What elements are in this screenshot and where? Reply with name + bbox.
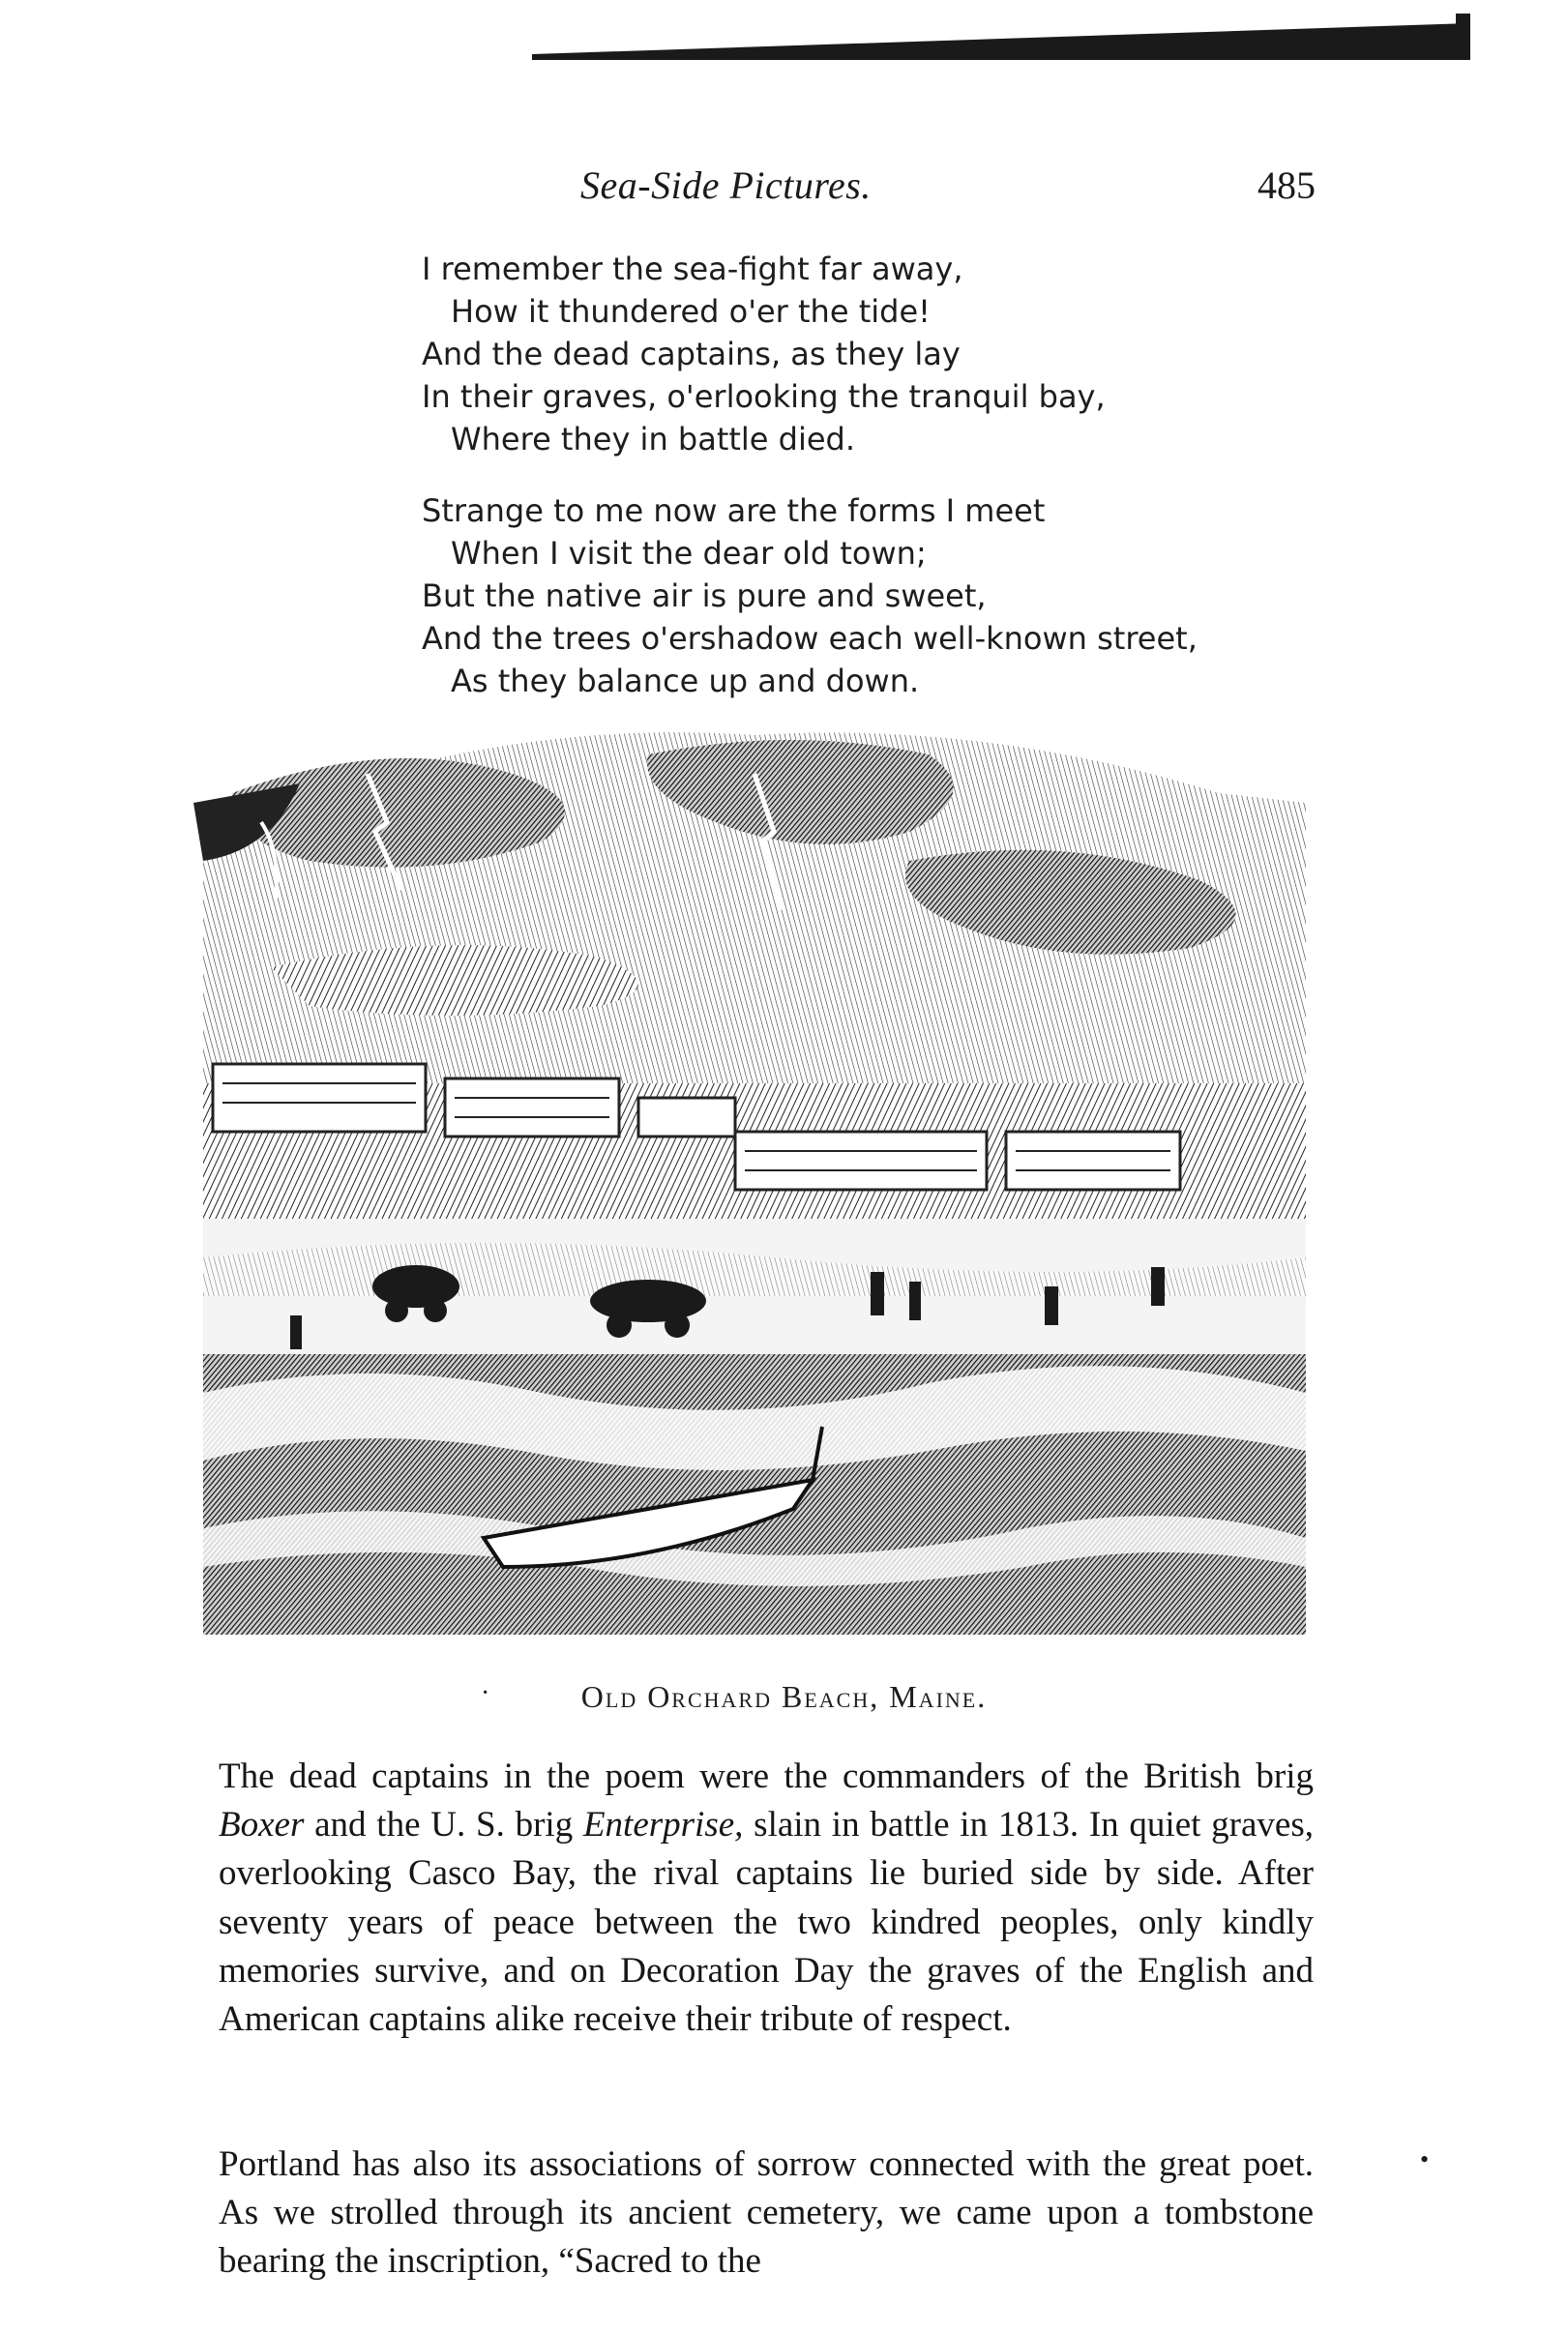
prose-paragraph-2	[219, 2141, 1314, 2287]
page-number: 485	[1257, 163, 1316, 207]
poem-line: Where they in battle died.	[451, 421, 856, 458]
page-header	[542, 162, 1316, 221]
prose-paragraph-1	[219, 1753, 1314, 2044]
top-border-rule	[532, 14, 1470, 68]
poem-stanza-2	[422, 489, 1312, 702]
running-title: Sea-Side Pictures.	[580, 163, 872, 207]
ship-name-enterprise: Enterprise,	[582, 1805, 744, 1846]
poem-line: In their graves, o'erlooking the tranquil bay,	[422, 378, 1106, 415]
poem-line: When I visit the dear old town;	[451, 535, 927, 572]
poem-line: I remember the sea-fight far away,	[422, 251, 963, 287]
poem-line: How it thundered o'er the tide!	[451, 293, 931, 330]
poem-line: And the dead captains, as they lay	[422, 336, 961, 372]
prose-text: slain in battle in 1813. In quiet graves, overlooking Casco Bay, the rival captains lie buried side by side. After seventy years of peace between the two kindred peoples, only kindly memories survive, and on Decoration Day the graves of the English and American captains alike receive their tribute of respect.	[219, 1805, 1314, 2040]
poem-line: Strange to me now are the forms I meet	[422, 492, 1046, 529]
caption-dot: ·	[481, 1678, 490, 1708]
prose-text: Portland has also its associations of sorrow connected with the great poet. As we strolled through its ancient cemetery, we came upon a tombstone bearing the inscription, “Sacred to the	[219, 2144, 1314, 2282]
illustration-caption: Old Orchard Beach, Maine.	[580, 1679, 988, 1714]
beach-engraving-illustration	[193, 716, 1316, 1644]
prose-text: The dead captains in the poem were the commanders of the British brig	[219, 1757, 1314, 1796]
margin-mark: •	[1420, 2145, 1430, 2173]
poem-stanza-1	[422, 248, 1312, 460]
prose-text: and the U. S. brig	[304, 1805, 583, 1846]
ship-name-boxer: Boxer	[219, 1805, 305, 1846]
poem-line: And the trees o'ershadow each well-known street,	[422, 620, 1198, 657]
poem-line: As they balance up and down.	[451, 663, 920, 699]
poem-line: But the native air is pure and sweet,	[422, 577, 987, 614]
